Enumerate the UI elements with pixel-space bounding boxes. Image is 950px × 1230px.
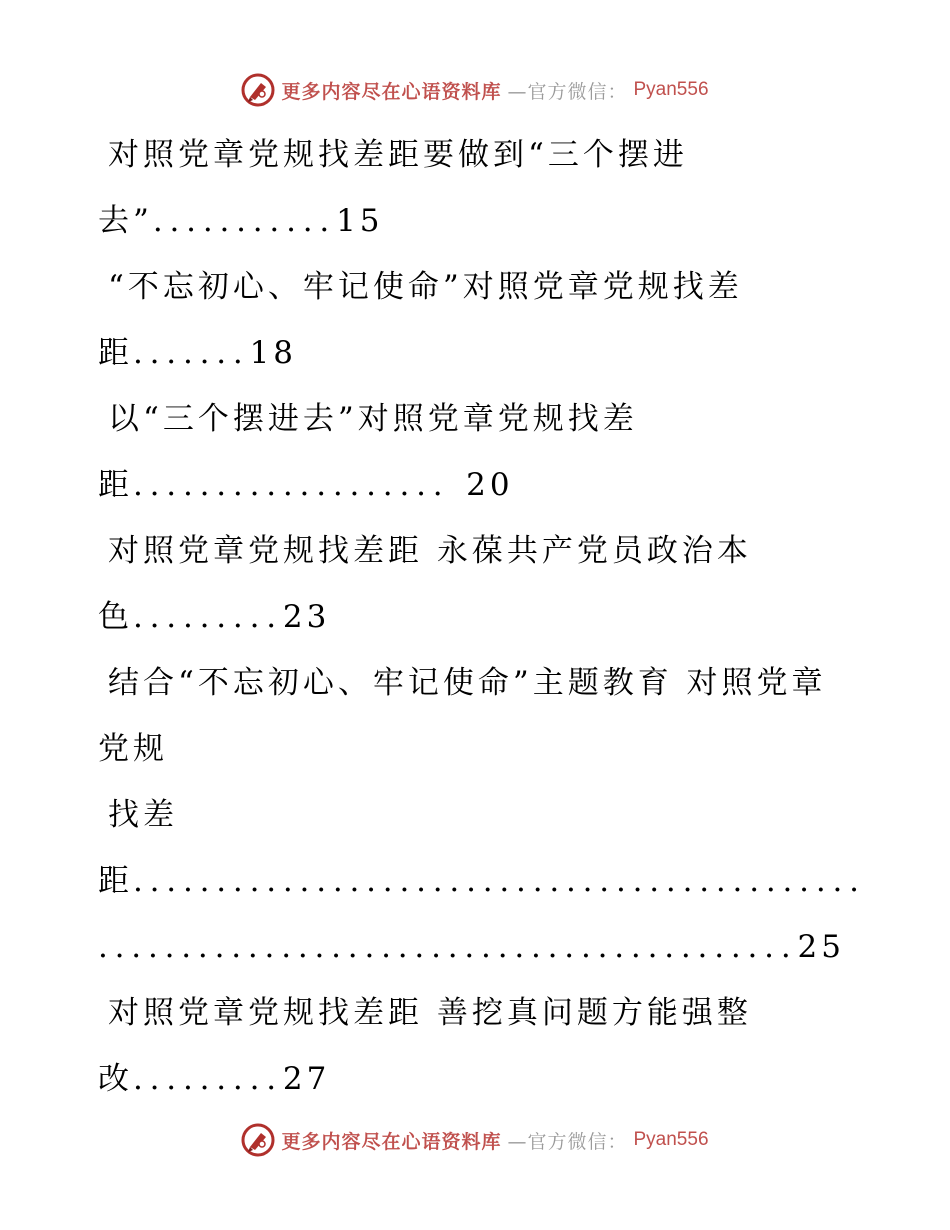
toc-leader-dots: ....... <box>133 335 250 371</box>
header-banner <box>0 70 950 110</box>
toc-text: 对照党章党规找差距 永葆共产党员政治本 <box>108 533 752 569</box>
header-tagline: 更多内容尽在心语资料库 <box>281 80 502 103</box>
toc-text: 距 <box>98 467 133 503</box>
toc-entry-continuation <box>98 320 858 386</box>
footer-tagline: 更多内容尽在心语资料库 <box>281 1130 502 1153</box>
toc-page-number: 15 <box>336 203 384 239</box>
toc-text: 改 <box>98 1061 133 1097</box>
footer-separator: —官方微信： <box>507 1130 628 1153</box>
toc-text: 对照党章党规找差距 善挖真问题方能强整 <box>108 995 752 1031</box>
toc-text: 结合“不忘初心、牢记使命”主题教育 对照党章 <box>108 665 827 701</box>
toc-entry-continuation <box>98 782 858 848</box>
toc-entry[interactable] <box>98 980 858 1112</box>
toc-page-number: 18 <box>249 335 298 371</box>
toc-page-number: 25 <box>797 929 845 965</box>
toc-entry-continuation <box>98 188 858 254</box>
toc-entry-title <box>98 254 858 320</box>
toc-entry-continuation <box>98 716 858 782</box>
header-wechat-id: Pyan556 <box>633 79 709 100</box>
toc-text: 去” <box>98 203 153 239</box>
toc-text: 距 <box>98 863 133 899</box>
toc-entry[interactable] <box>98 254 858 386</box>
toc-entry-title <box>98 650 858 716</box>
toc-entry-continuation <box>98 584 858 650</box>
toc-entry-continuation <box>98 452 858 518</box>
toc-text: 以“三个摆进去”对照党章党规找差 <box>108 401 638 437</box>
toc-text: 距 <box>98 335 133 371</box>
toc-entry[interactable] <box>98 386 858 518</box>
toc-text: 对照党章党规找差距要做到“三个摆进 <box>108 137 688 173</box>
toc-entry-title <box>98 122 858 188</box>
toc-entry-title <box>98 518 858 584</box>
toc-text: “不忘初心、牢记使命”对照党章党规找差 <box>108 269 743 305</box>
table-of-contents <box>98 122 866 1112</box>
toc-entry-title <box>98 386 858 452</box>
toc-entry-title <box>98 980 858 1046</box>
footer-wechat-id: Pyan556 <box>633 1129 709 1150</box>
pen-logo-icon <box>241 73 275 107</box>
toc-page-number: 27 <box>282 1061 331 1097</box>
toc-entry[interactable] <box>98 650 866 980</box>
pen-logo-icon <box>241 1123 275 1157</box>
toc-text: 色 <box>98 599 133 635</box>
toc-leader-dots: ......... <box>133 1061 283 1097</box>
toc-text: 找差 <box>108 797 178 833</box>
toc-leader-dots: ......... <box>133 599 283 635</box>
toc-leader-dots: ........... <box>152 203 337 239</box>
footer-banner <box>0 1120 950 1160</box>
toc-page-number: 20 <box>466 467 514 503</box>
header-separator: —官方微信： <box>507 80 628 103</box>
toc-entry-continuation <box>98 848 866 914</box>
toc-entry[interactable] <box>98 122 858 254</box>
toc-leader-dots: .......................................... <box>98 929 798 965</box>
toc-entry-continuation <box>98 1046 858 1112</box>
toc-text: 党规 <box>98 731 168 767</box>
toc-entry[interactable] <box>98 518 858 650</box>
toc-entry-continuation <box>98 914 858 980</box>
toc-page-number: 23 <box>282 599 331 635</box>
toc-leader-dots: ............................................ <box>133 863 866 899</box>
toc-leader-dots: ................... <box>133 467 467 503</box>
